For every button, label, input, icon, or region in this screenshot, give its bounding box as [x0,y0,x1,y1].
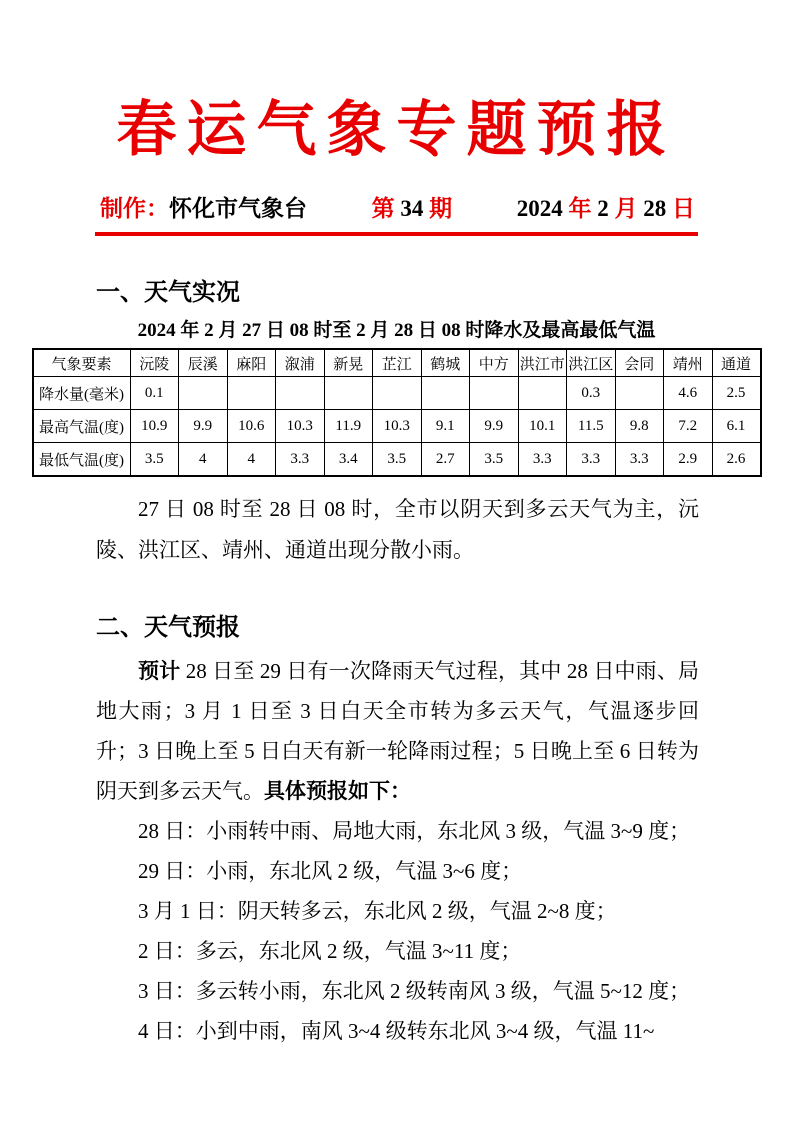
table-title: 2024 年 2 月 27 日 08 时至 2 月 28 日 08 时降水及最高最低气温 [137,320,656,341]
forecast-intro-text: 28 日至 29 日有一次降雨天气过程，其中 28 日中雨、局地大雨；3 月 1 日至 3 日白天全市转为多云天气，气温逐步回升；3 日晚上至 5 日白天有新一轮降雨过程；5 日晚上至 6 日转为阴天到多云天气。 [96,659,700,803]
weather-table [32,348,762,477]
table-cell: 2.5 [712,377,761,410]
date-month-unit: 月 [614,196,638,221]
table-cell: 3.3 [276,443,325,477]
table-cell [518,377,567,410]
forecast-item-day28: 28 日：小雨转中雨、局地大雨，东北风 3 级，气温 3~9 度； [138,819,691,843]
table-header-cell: 通道 [712,349,761,377]
table-cell: 3.3 [518,443,567,477]
table-cell: 4 [227,443,276,477]
forecast-item-mar2: 2 日：多云，东北风 2 级，气温 3~11 度； [138,939,522,963]
weather-summary-paragraph: 27 日 08 时至 28 日 08 时，全市以阴天到多云天气为主，沅陵、洪江区、靖州、通道出现分散小雨。 [96,497,699,562]
table-cell [276,377,325,410]
date-month: 2 [597,196,609,221]
table-cell: 9.8 [615,410,664,443]
table-header-cell: 沅陵 [130,349,179,377]
red-divider-line [95,232,698,236]
forecast-item-mar3: 3 日：多云转小雨，东北风 2 级转南风 3 级，气温 5~12 度； [138,979,691,1003]
table-header-cell: 新晃 [324,349,373,377]
date-day: 28 [643,196,667,221]
table-cell: 11.9 [324,410,373,443]
table-cell: 4.6 [664,377,713,410]
issue-prefix: 第 [371,196,395,221]
table-cell [227,377,276,410]
table-cell: 10.3 [373,410,422,443]
table-cell: 0.3 [567,377,616,410]
table-header-cell: 麻阳 [227,349,276,377]
table-cell: 3.3 [615,443,664,477]
table-header-cell: 辰溪 [179,349,228,377]
table-header-cell: 溆浦 [276,349,325,377]
table-cell: 11.5 [567,410,616,443]
table-cell: 2.9 [664,443,713,477]
producer-label: 制作： [100,196,169,221]
table-header-cell: 气象要素 [33,349,131,377]
date-year: 2024 [516,196,563,221]
forecast-outro-bold: 具体预报如下： [264,779,411,803]
date-day-unit: 日 [672,196,695,221]
table-cell: 10.3 [276,410,325,443]
forecast-item-mar4: 4 日：小到中雨，南风 3~4 级转东北风 3~4 级，气温 11~ [138,1019,655,1043]
table-cell [615,377,664,410]
table-cell [421,377,470,410]
table-cell: 3.3 [567,443,616,477]
table-header-cell: 靖州 [664,349,713,377]
table-cell: 3.5 [373,443,422,477]
table-row [33,410,761,443]
date-year-unit: 年 [568,196,592,221]
table-cell: 9.1 [421,410,470,443]
section1-heading: 一、天气实况 [96,279,240,306]
forecast-intro-bold: 预计 [138,659,181,683]
issue-suffix: 期 [429,196,453,221]
table-cell [179,377,228,410]
table-cell: 2.6 [712,443,761,477]
table-row [33,443,761,477]
issue-field [372,194,453,224]
table-header-cell: 芷江 [373,349,422,377]
forecast-intro-paragraph [96,651,699,811]
table-cell: 3.5 [130,443,179,477]
table-cell: 0.1 [130,377,179,410]
table-cell: 10.6 [227,410,276,443]
issue-number: 34 [400,196,424,221]
date-field [517,194,695,224]
table-cell: 10.1 [518,410,567,443]
meta-row [100,194,695,224]
table-cell: 9.9 [470,410,519,443]
document-title: 春运气象专题预报 [116,97,677,163]
row-label: 最低气温(度) [33,443,131,477]
table-cell: 9.9 [179,410,228,443]
forecast-item-day29: 29 日：小雨，东北风 2 级，气温 3~6 度； [138,859,523,883]
row-label: 降水量(毫米) [33,377,131,410]
forecast-item-mar1: 3 月 1 日：阴天转多云，东北风 2 级，气温 2~8 度； [138,899,617,923]
table-cell [373,377,422,410]
forecast-list [0,811,793,1051]
table-header-row [33,349,761,377]
table-cell: 10.9 [130,410,179,443]
producer-value: 怀化市气象台 [169,196,307,221]
table-cell: 4 [179,443,228,477]
table-cell: 7.2 [664,410,713,443]
table-cell: 6.1 [712,410,761,443]
table-cell [324,377,373,410]
table-cell: 3.5 [470,443,519,477]
table-header-cell: 洪江市 [518,349,567,377]
table-cell: 3.4 [324,443,373,477]
table-header-cell: 会同 [615,349,664,377]
table-cell [470,377,519,410]
producer-field [100,194,307,224]
table-cell: 2.7 [421,443,470,477]
section2-heading: 二、天气预报 [96,614,240,641]
table-header-cell: 中方 [470,349,519,377]
table-header-cell: 鹤城 [421,349,470,377]
table-header-cell: 洪江区 [567,349,616,377]
table-row [33,377,761,410]
row-label: 最高气温(度) [33,410,131,443]
